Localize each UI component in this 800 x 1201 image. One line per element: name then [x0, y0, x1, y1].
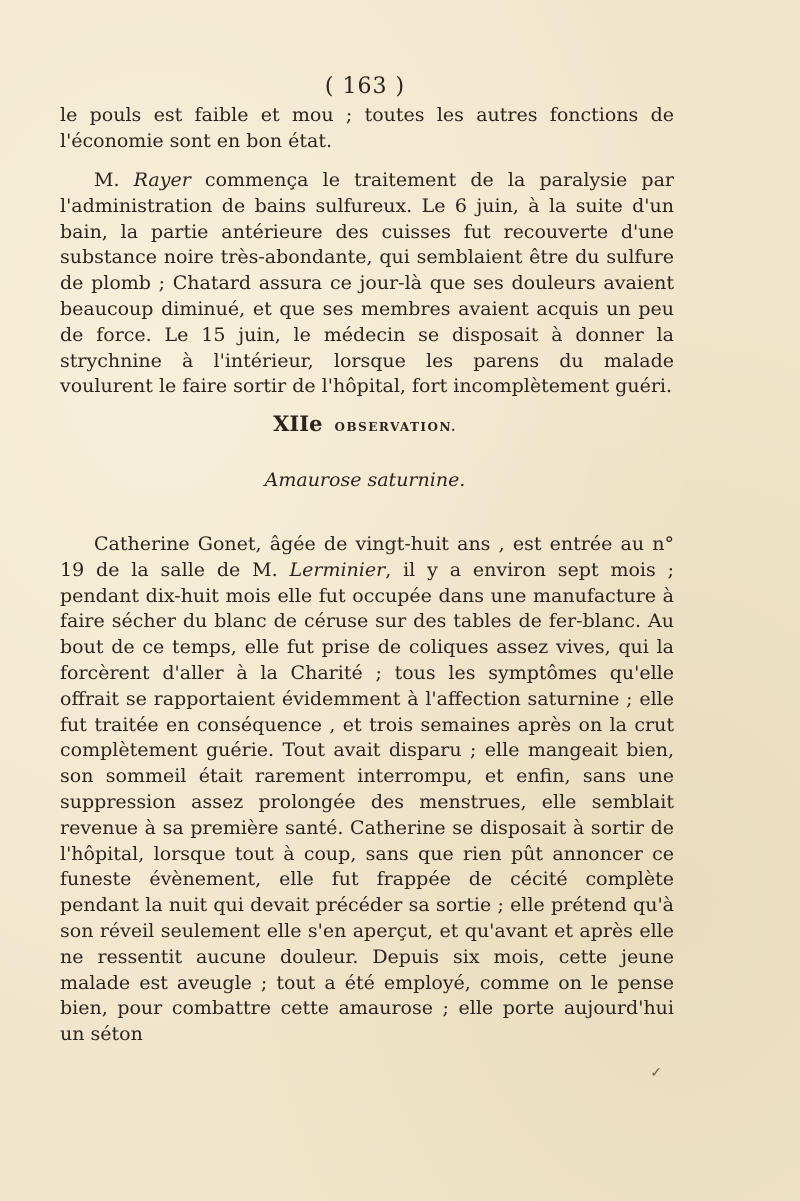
person-name: Rayer	[133, 169, 191, 191]
paragraph-case	[60, 532, 674, 1048]
paragraph-treatment	[60, 168, 674, 400]
paragraph-text: Catherine Gonet, âgée de vingt-huit ans , est entrée au n° 19 de la salle de M.	[60, 533, 674, 581]
paragraph-text: , il y a environ sept mois ; pendant dix-huit mois elle fut occupée dans une manufacture à faire sécher du blanc de céruse sur des tables de fer-blanc. Au bout de ce temps, elle fut prise de coliques assez vives, qui la forcèrent d'aller à la Charité ; tous les symptômes qu'elle offrait se rapportaient évidemment à l'affection saturnine ; elle fut traitée en conséquence , et trois semaines après on la crut complètement guérie. Tout avait disparu ; elle mangeait bien, son sommeil était rarement interrompu, et enfin, sans une suppression assez prolongée des menstrues, elle semblait revenue à sa première santé. Catherine se disposait à sortir de l'hôpital, lorsque tout à coup, sans que rien pût annoncer ce funeste évènement, elle fut frappée de cécité complète pendant la nuit qui devait précéder sa sortie ; elle prétend qu'à son réveil seulement elle s'en aperçut, et qu'avant et après elle ne ressentit aucune douleur. Depuis six mois, cette jeune malade est aveugle ; tout a été employé, comme on le pense bien, pour combattre cette amaurose ; elle porte aujourd'hui un séton	[60, 558, 674, 1046]
section-heading	[0, 411, 730, 436]
paragraph-continuation	[60, 103, 674, 155]
paragraph-text: commença le traitement de la paralysie par l'administration de bains sulfureux. Le 6 juin, à la suite d'un bain, la partie antérieure des cuisses fut recouverte d'une substance noire très-abondante, qui semblaient être du sulfure de plomb ; Chatard assura ce jour-là que ses douleurs avaient beaucoup diminué, et que ses membres avaient acquis un peu de force. Le 15 juin, le médecin se disposait à donner la strychnine à l'intérieur, lorsque les parens du malade voulurent le faire sortir de l'hôpital, fort incomplètement guéri.	[60, 169, 674, 398]
section-number: XIIe	[273, 411, 323, 436]
paragraph-text-prefix: M.	[94, 169, 134, 191]
section-label: OBSERVATION.	[334, 420, 457, 434]
paragraph-text: le pouls est faible et mou ; toutes les autres fonctions de l'économie sont en bon état.	[60, 104, 674, 152]
person-name: Lerminier	[289, 558, 386, 581]
page-number: ( 163 )	[324, 74, 406, 99]
section-subtitle: Amaurose saturnine.	[264, 469, 466, 491]
pencil-mark: ✓	[650, 1065, 662, 1081]
